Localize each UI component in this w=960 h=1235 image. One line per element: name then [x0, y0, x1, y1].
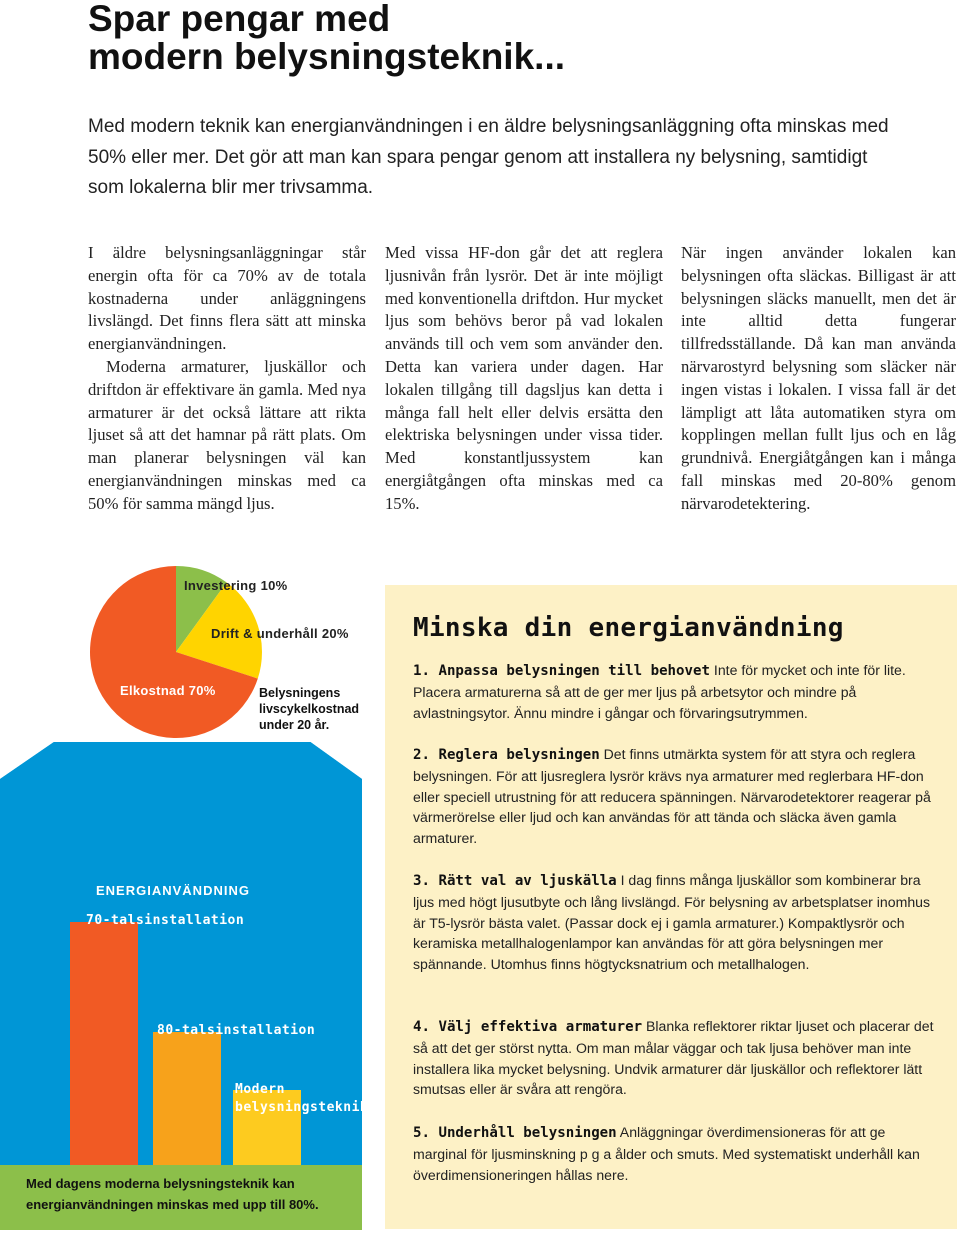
- column-1-paragraph-2: Moderna armaturer, ljuskällor och driftdon är effektivare än gamla. Med nya armaturer är det också lättare att rikta ljuset så att det hamnar på rätt plats. Om man planerar belysningen väl kan energianvändningen minskas med ca 50% för samma mängd ljus.: [88, 356, 366, 513]
- tip-item-3: [413, 870, 938, 975]
- tip-item-4: [413, 1016, 938, 1100]
- tip-2-text: Det finns utmärkta system för att styra och reglera belysningen. För att ljusreglera lysrör krävs nya armaturer med reglerbara HF-don eller speciell utrustning för att reducera spänningen. Närvarodetektorer reagerar på värmerörelse eller ljud och kan användas för att tända och släcka även gamla armaturer.: [413, 746, 931, 847]
- column-2-paragraph: Med vissa HF-don går det att reglera ljusnivån från lysrör. Det är inte möjligt med konventionella driftdon. Hur mycket ljus som behövs beror på vad lokalen används till och vem som använder den. Detta kan variera under dagen. Har lokalen tillgång till dagsljus kan detta i många fall helt eller delvis ersätta den elektriska belysningen under vissa tider. Med konstantljussystem kan energiåtgången ofta minskas med ca 15%.: [385, 243, 663, 513]
- pie-label-investment: Investering 10%: [184, 578, 288, 593]
- tip-item-2: [413, 744, 938, 849]
- text-column-2: [385, 242, 663, 516]
- label-80-talsinstallation: 80-talsinstallation: [157, 1023, 316, 1038]
- intro-paragraph: Med modern teknik kan energianvändningen i en äldre belysningsanläggning ofta minskas med 50% eller mer. Det gör att man kan spara pengar genom att installera ny belysning, samtidigt som lokalerna blir mer trivsamma.: [88, 116, 889, 198]
- tip-5-heading: 5. Underhåll belysningen: [413, 1125, 617, 1141]
- tip-item-5: [413, 1122, 938, 1185]
- tip-3-heading: 3. Rätt val av ljuskälla: [413, 873, 617, 889]
- label-70-talsinstallation: 70-talsinstallation: [86, 913, 245, 928]
- house-bottom-caption: Med dagens moderna belysningsteknik kan energianvändningen minskas med upp till 80%.: [26, 1176, 319, 1212]
- label-modern-belysningsteknik: Modern belysningsteknik: [235, 1082, 369, 1115]
- tip-3-text: I dag finns många ljuskällor som kombinerar bra ljus med högt ljusutbyte och lång livslängd. För belysning av arbetsplatser inomhus är T5-lysrör bästa valet. (Passar dock ej i gamla armaturer.) Kompaktlysrör och keramiska metallhalogenlampor kan användas för att göra belysningen mer spännande. Utomhus finns högtycksnatrium och metallhalogen.: [413, 872, 931, 973]
- page-title: [88, 0, 565, 76]
- title-line-2: modern belysningsteknik...: [88, 36, 566, 77]
- title-line-1: Spar pengar med: [88, 0, 391, 39]
- tip-1-text: Inte för mycket och inte för lite. Placera armaturerna så att de ger mer ljus på arbetsytor och mindre på avlastningsytor. Ännu mindre i gångar och förvaringsutrymmen.: [413, 662, 906, 721]
- text-column-3: [681, 242, 956, 516]
- column-3-paragraph: När ingen använder lokalen kan belysningen ofta släckas. Billigast är att belysningen släcks manuellt, men det är inte alltid detta fungerar tillfredsställande. Då kan man använda närvarostyrd belysning som släcker när ingen vistas i lokalen. I vissa fall är det lämpligt att låta automatiken styra om kopplingen mellan fullt ljus och en låg grundnivå. Energiåtgången kan i många fall minskas med 20-80% genom närvarodetektering.: [681, 243, 956, 513]
- bar-70-talsinstallation: [70, 922, 138, 1165]
- house-label-energy: ENERGIANVÄNDNING: [96, 883, 250, 898]
- tip-5-text: Anläggningar överdimensioneras för att ge marginal för ljusminskning p g a ålder och smuts. Med systematiskt underhåll kan överdimensioneringen hållas nere.: [413, 1124, 920, 1183]
- column-1-paragraph-1: I äldre belysningsanläggningar står energin ofta för ca 70% av de totala kostnaderna under anläggningens livslängd. Det finns flera sätt att minska energianvändningen.: [88, 243, 366, 354]
- tip-4-text: Blanka reflektorer riktar ljuset och placerar det så att det ger störst nytta. Om man målar väggar och tak ljusa behöver man inte installera lika mycket belysning. Undvik armaturer där ljuskällor och reflektorer lätt smutsas eller är svåra att rengöra.: [413, 1018, 934, 1098]
- text-column-1: [88, 242, 366, 516]
- energy-house-illustration: [0, 742, 369, 1230]
- pie-caption-lifecycle: Belysningens livscykelkostnad under 20 år.: [259, 686, 360, 732]
- tip-1-heading: 1. Anpassa belysningen till behovet: [413, 663, 710, 679]
- tip-4-heading: 4. Välj effektiva armaturer: [413, 1019, 643, 1035]
- tip-item-1: [413, 660, 938, 723]
- tips-box-title: Minska din energianvändning: [413, 613, 844, 643]
- tip-2-heading: 2. Reglera belysningen: [413, 747, 600, 763]
- pie-label-operation: Drift & underhåll 20%: [211, 626, 349, 641]
- bar-80-talsinstallation: [153, 1032, 221, 1165]
- pie-label-electricity: Elkostnad 70%: [120, 683, 216, 698]
